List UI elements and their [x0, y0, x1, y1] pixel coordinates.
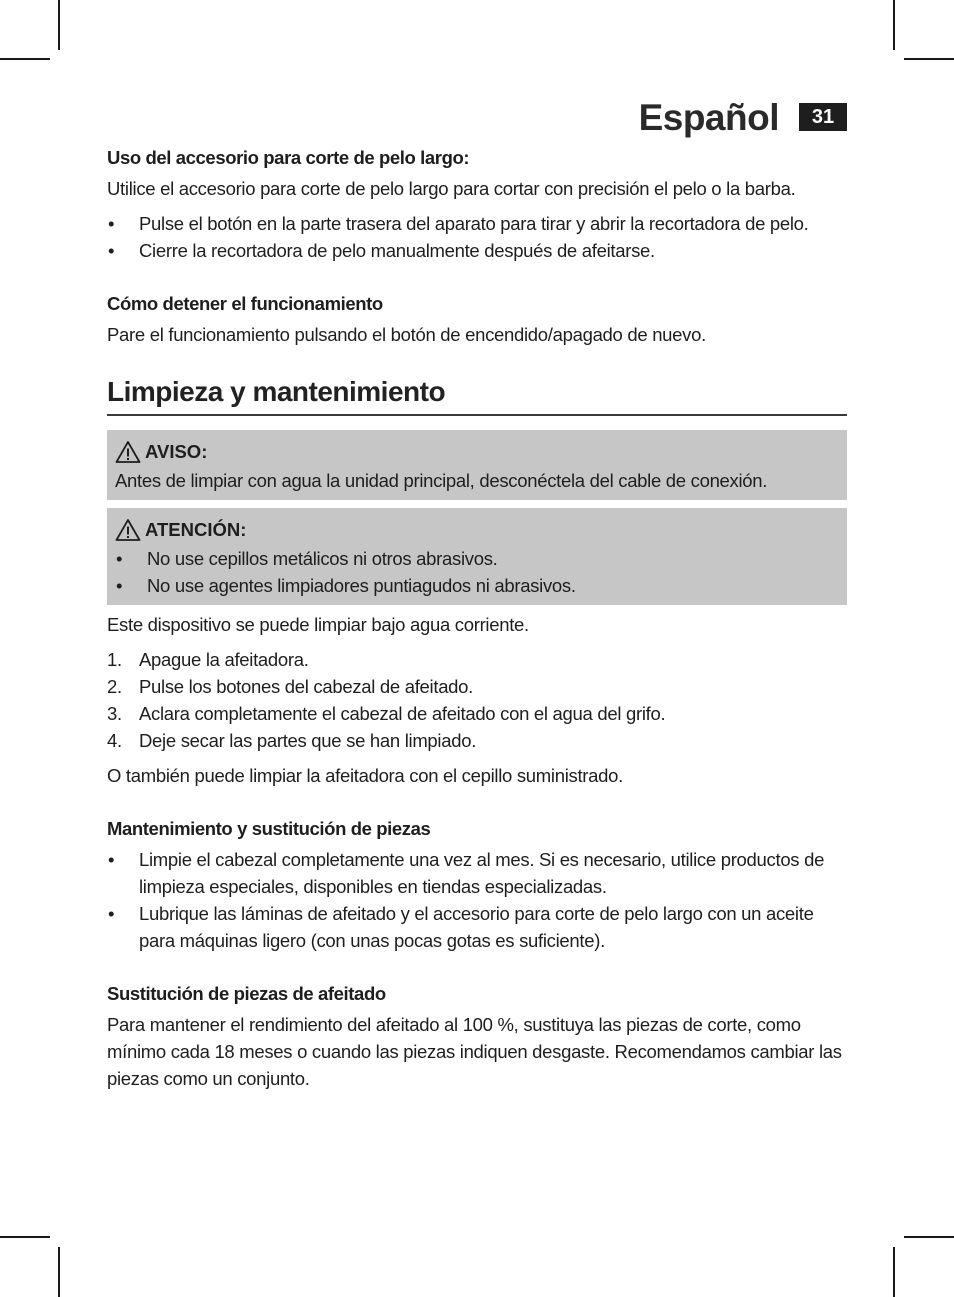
list-item [115, 545, 839, 572]
crop-mark [0, 58, 50, 60]
list-item [107, 646, 847, 673]
warning-triangle-icon [115, 440, 141, 464]
bullet-glyph: • [108, 849, 115, 870]
cleaning-outro: O también puede limpiar la afeitadora con el cepillo suministrado. [107, 765, 623, 786]
bullet-glyph: • [108, 213, 115, 234]
list-item [107, 846, 847, 900]
crop-mark [0, 1236, 50, 1238]
list-item-text: Deje secar las partes que se han limpiado. [139, 730, 477, 751]
crop-mark [893, 0, 895, 50]
bullet-glyph: • [108, 903, 115, 924]
page-header [639, 96, 847, 140]
warning-header [115, 438, 839, 465]
stop-text: Pare el funcionamiento pulsando el botón de encendido/apagado de nuevo. [107, 324, 706, 345]
list-item-text: Cierre la recortadora de pelo manualmente después de afeitarse. [139, 240, 655, 261]
crop-mark [58, 0, 60, 50]
section-title-stop: Cómo detener el funcionamiento [107, 293, 383, 314]
caution-label: ATENCIÓN: [145, 519, 247, 540]
list-item-text: No use cepillos metálicos ni otros abrasivos. [147, 548, 498, 569]
bullet-glyph: • [116, 548, 123, 569]
list-item-text: No use agentes limpiadores puntiagudos ni abrasivos. [147, 575, 576, 596]
list-item [107, 673, 847, 700]
crop-mark [893, 1247, 895, 1297]
step-number: 4. [107, 730, 122, 751]
section-title-long-hair: Uso del accesorio para corte de pelo largo: [107, 147, 470, 168]
list-item [107, 727, 847, 754]
crop-mark [904, 1236, 954, 1238]
list-item [107, 900, 847, 954]
list-item [107, 237, 847, 264]
bullet-glyph: • [116, 575, 123, 596]
step-number: 1. [107, 649, 122, 670]
section-title-replacement: Sustitución de piezas de afeitado [107, 983, 386, 1004]
long-hair-bullet-list [107, 210, 847, 264]
step-number: 3. [107, 703, 122, 724]
list-item-text: Apague la afeitadora. [139, 649, 309, 670]
list-item [107, 210, 847, 237]
list-item-text: Pulse los botones del cabezal de afeitado. [139, 676, 474, 697]
list-item-text: Aclara completamente el cabezal de afeitado con el agua del grifo. [139, 703, 666, 724]
page-number-badge: 31 [799, 103, 847, 131]
caution-bullet-list [115, 545, 839, 599]
bullet-glyph: • [108, 240, 115, 261]
cleaning-steps-list [107, 646, 847, 754]
crop-mark [58, 1247, 60, 1297]
list-item [115, 572, 839, 599]
caution-box [107, 508, 847, 605]
list-item [107, 700, 847, 727]
warning-box [107, 430, 847, 500]
cleaning-intro: Este dispositivo se puede limpiar bajo agua corriente. [107, 614, 529, 635]
long-hair-intro: Utilice el accesorio para corte de pelo largo para cortar con precisión el pelo o la barba. [107, 178, 796, 199]
caution-header [115, 516, 839, 543]
crop-mark [904, 58, 954, 60]
list-item-text: Lubrique las láminas de afeitado y el accesorio para corte de pelo largo con un aceite para máquinas ligero (con unas pocas gotas es suficiente). [139, 903, 814, 951]
page-content [107, 144, 847, 1092]
maintenance-bullet-list [107, 846, 847, 954]
step-number: 2. [107, 676, 122, 697]
list-item-text: Limpie el cabezal completamente una vez al mes. Si es necesario, utilice productos de limpieza especiales, disponibles en tiendas especializadas. [139, 849, 825, 897]
warning-label: AVISO: [145, 441, 208, 462]
replacement-text: Para mantener el rendimiento del afeitado al 100 %, sustituya las piezas de corte, como mínimo cada 18 meses o cuando las piezas indiquen desgaste. Recomendamos cambiar las piezas como un conjunto. [107, 1014, 842, 1089]
warning-text: Antes de limpiar con agua la unidad principal, desconéctela del cable de conexión. [115, 470, 768, 491]
list-item-text: Pulse el botón en la parte trasera del aparato para tirar y abrir la recortadora de pelo. [139, 213, 809, 234]
language-title: Español [638, 97, 779, 138]
warning-triangle-icon [115, 518, 141, 542]
section-title-maintenance: Mantenimiento y sustitución de piezas [107, 818, 431, 839]
section-heading-cleaning: Limpieza y mantenimiento [107, 374, 847, 416]
